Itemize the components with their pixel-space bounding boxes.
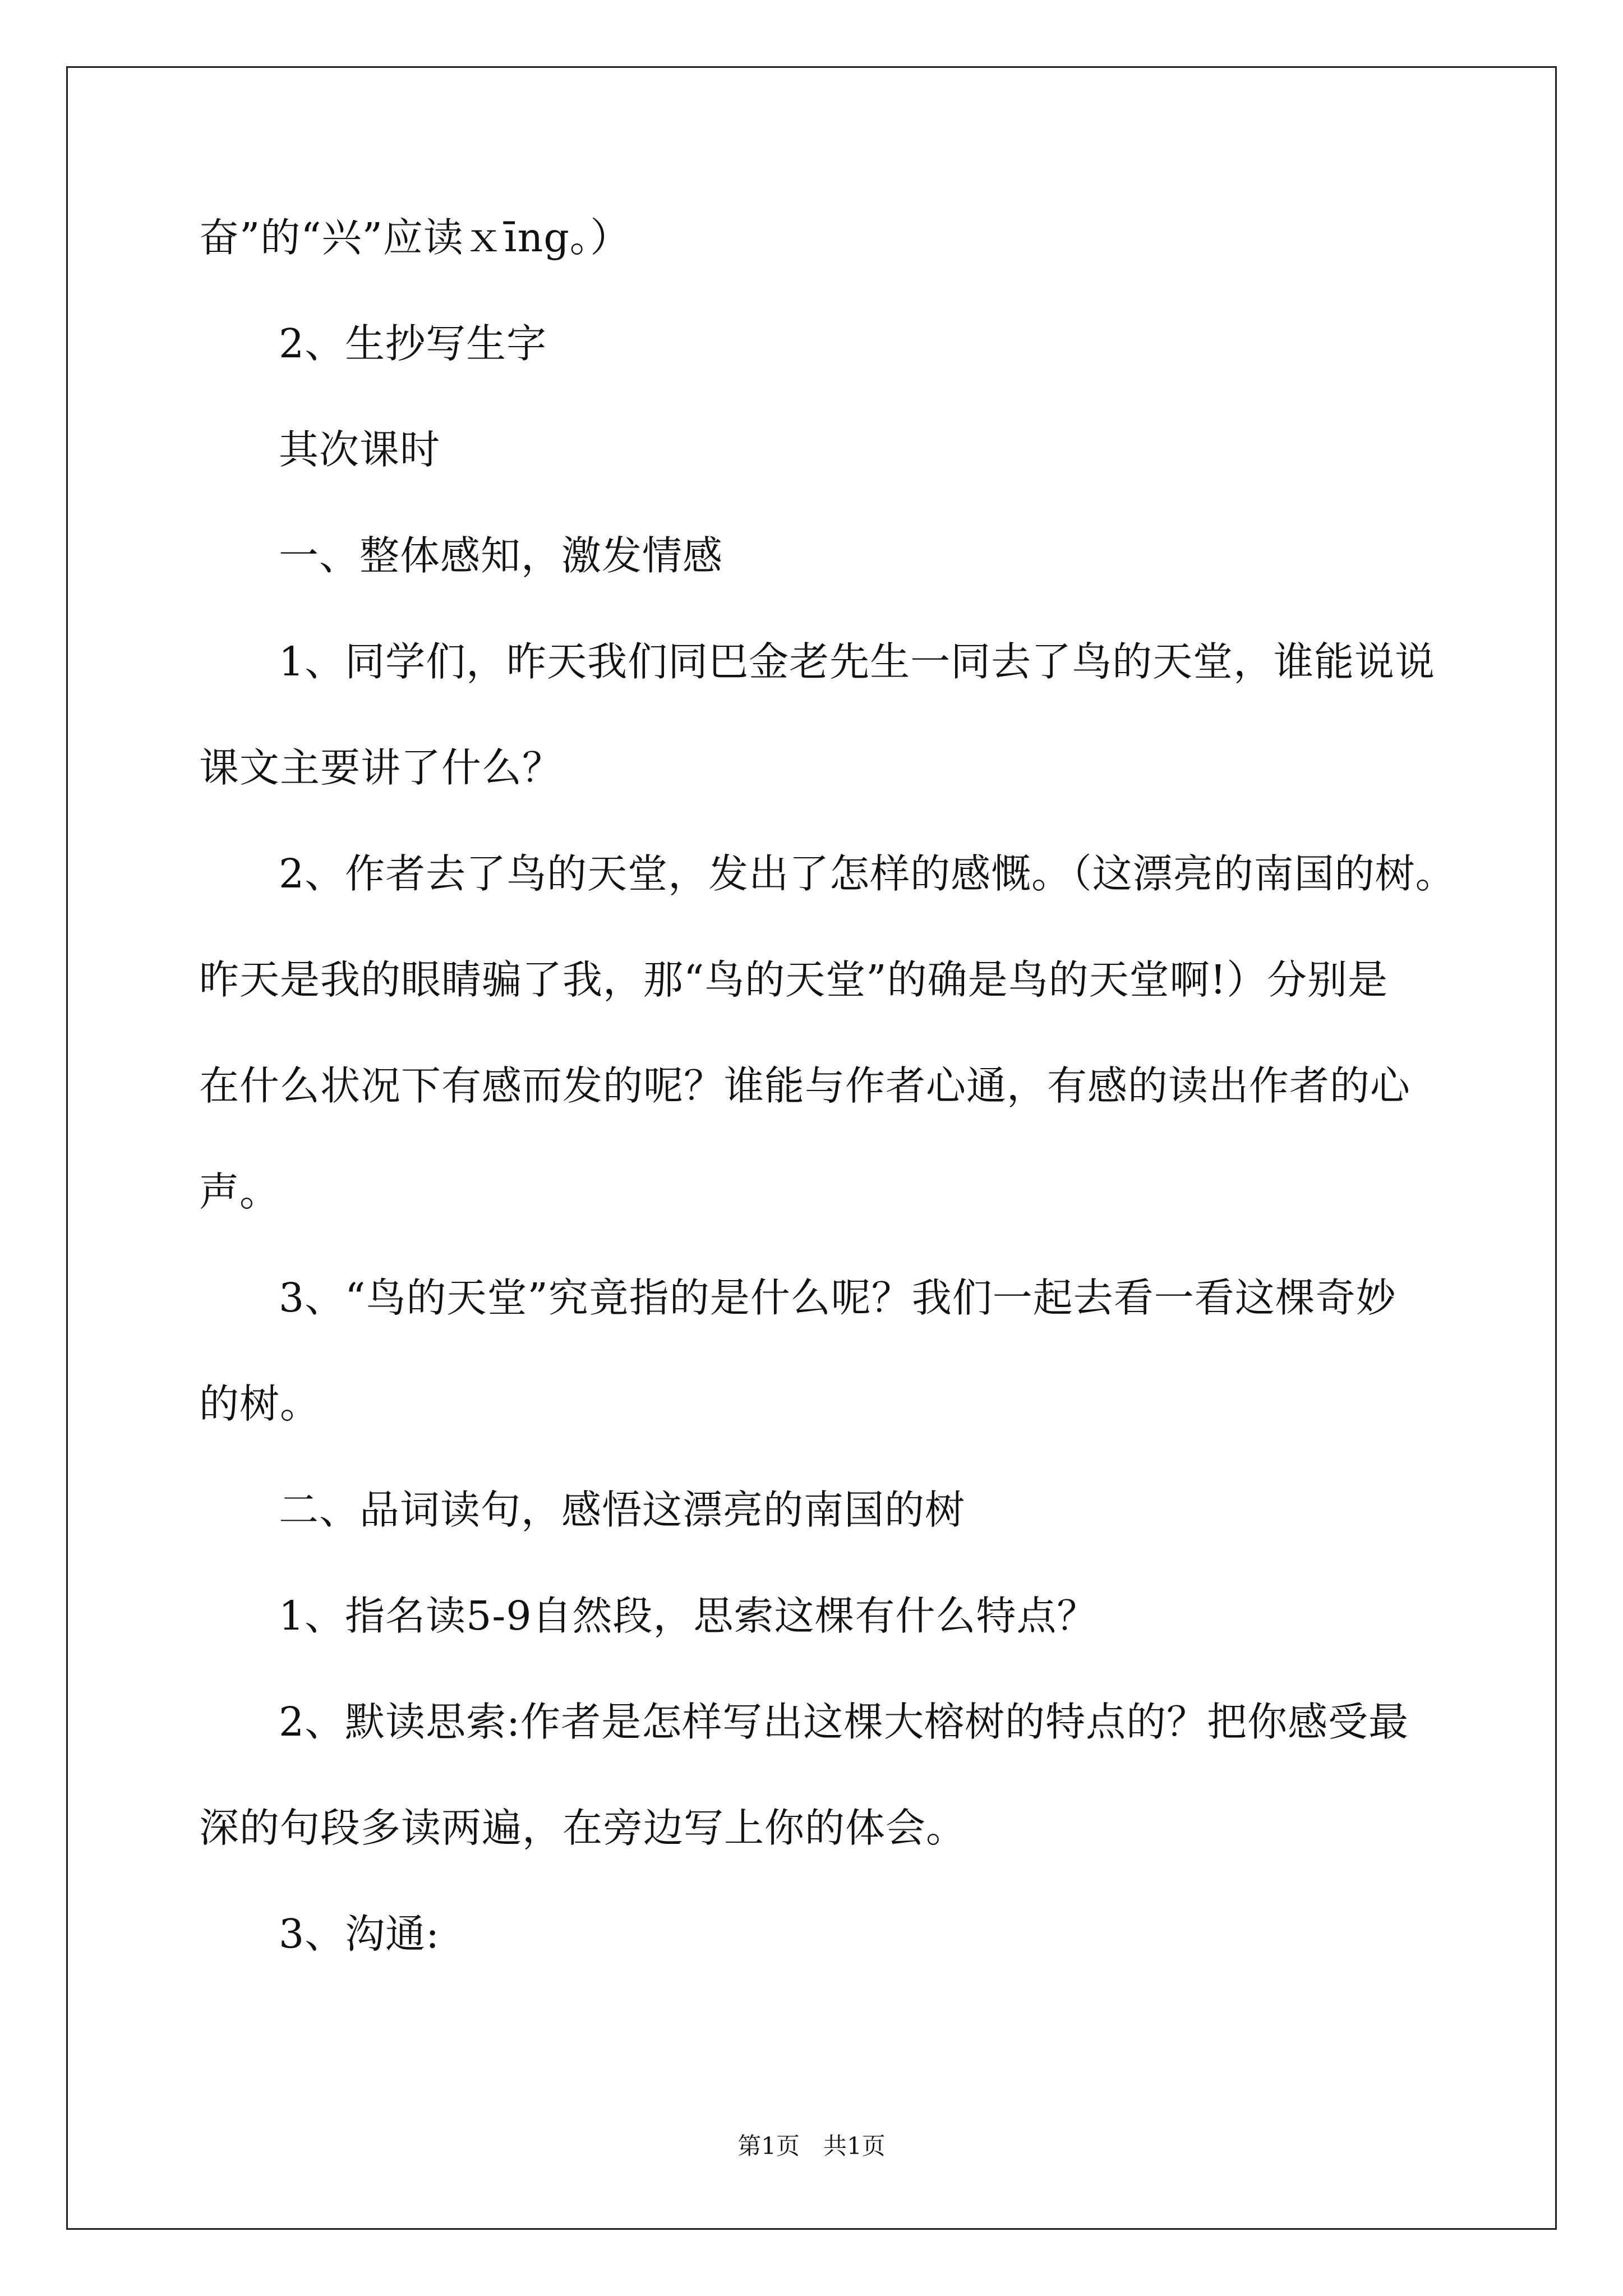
text-line: 在什么状况下有感而发的呢？谁能与作者心通，有感的读出作者的心 xyxy=(199,1062,1411,1109)
text-line: 课文主要讲了什么？ xyxy=(199,744,563,791)
text-line: 的树。 xyxy=(199,1381,321,1427)
text-line: 2、默读思索:作者是怎样写出这棵大榕树的特点的？把你感受最 xyxy=(279,1699,1409,1745)
section-heading: 二、品词读句，感悟这漂亮的南国的树 xyxy=(279,1487,966,1533)
text-line: 声。 xyxy=(199,1168,280,1215)
text-line: 奋”的“兴”应读ｘīng。） xyxy=(199,214,631,261)
page-number-footer: 第1页 共1页 xyxy=(737,2132,886,2160)
text-line: 深的句段多读两遍，在旁边写上你的体会。 xyxy=(199,1805,967,1851)
text-line: 2、生抄写生字 xyxy=(279,320,547,367)
text-line: 昨天是我的眼睛骗了我，那“鸟的天堂”的确是鸟的天堂啊!）分别是 xyxy=(199,956,1389,1003)
text-line: 1、同学们，昨天我们同巴金老先生一同去了鸟的天堂，谁能说说 xyxy=(279,638,1436,685)
text-line: 3、沟通: xyxy=(279,1911,440,1957)
section-heading: 一、整体感知，激发情感 xyxy=(279,532,723,579)
page-border xyxy=(66,66,1557,2230)
text-line: 2、作者去了鸟的天堂，发出了怎样的感慨。（这漂亮的南国的树。 xyxy=(279,850,1456,897)
text-line: 1、指名读5-9自然段，思索这棵有什么特点？ xyxy=(279,1593,1098,1639)
text-line: 3、“鸟的天堂”究竟指的是什么呢？我们一起去看一看这棵奇妙 xyxy=(279,1274,1396,1321)
section-heading: 其次课时 xyxy=(279,426,441,473)
